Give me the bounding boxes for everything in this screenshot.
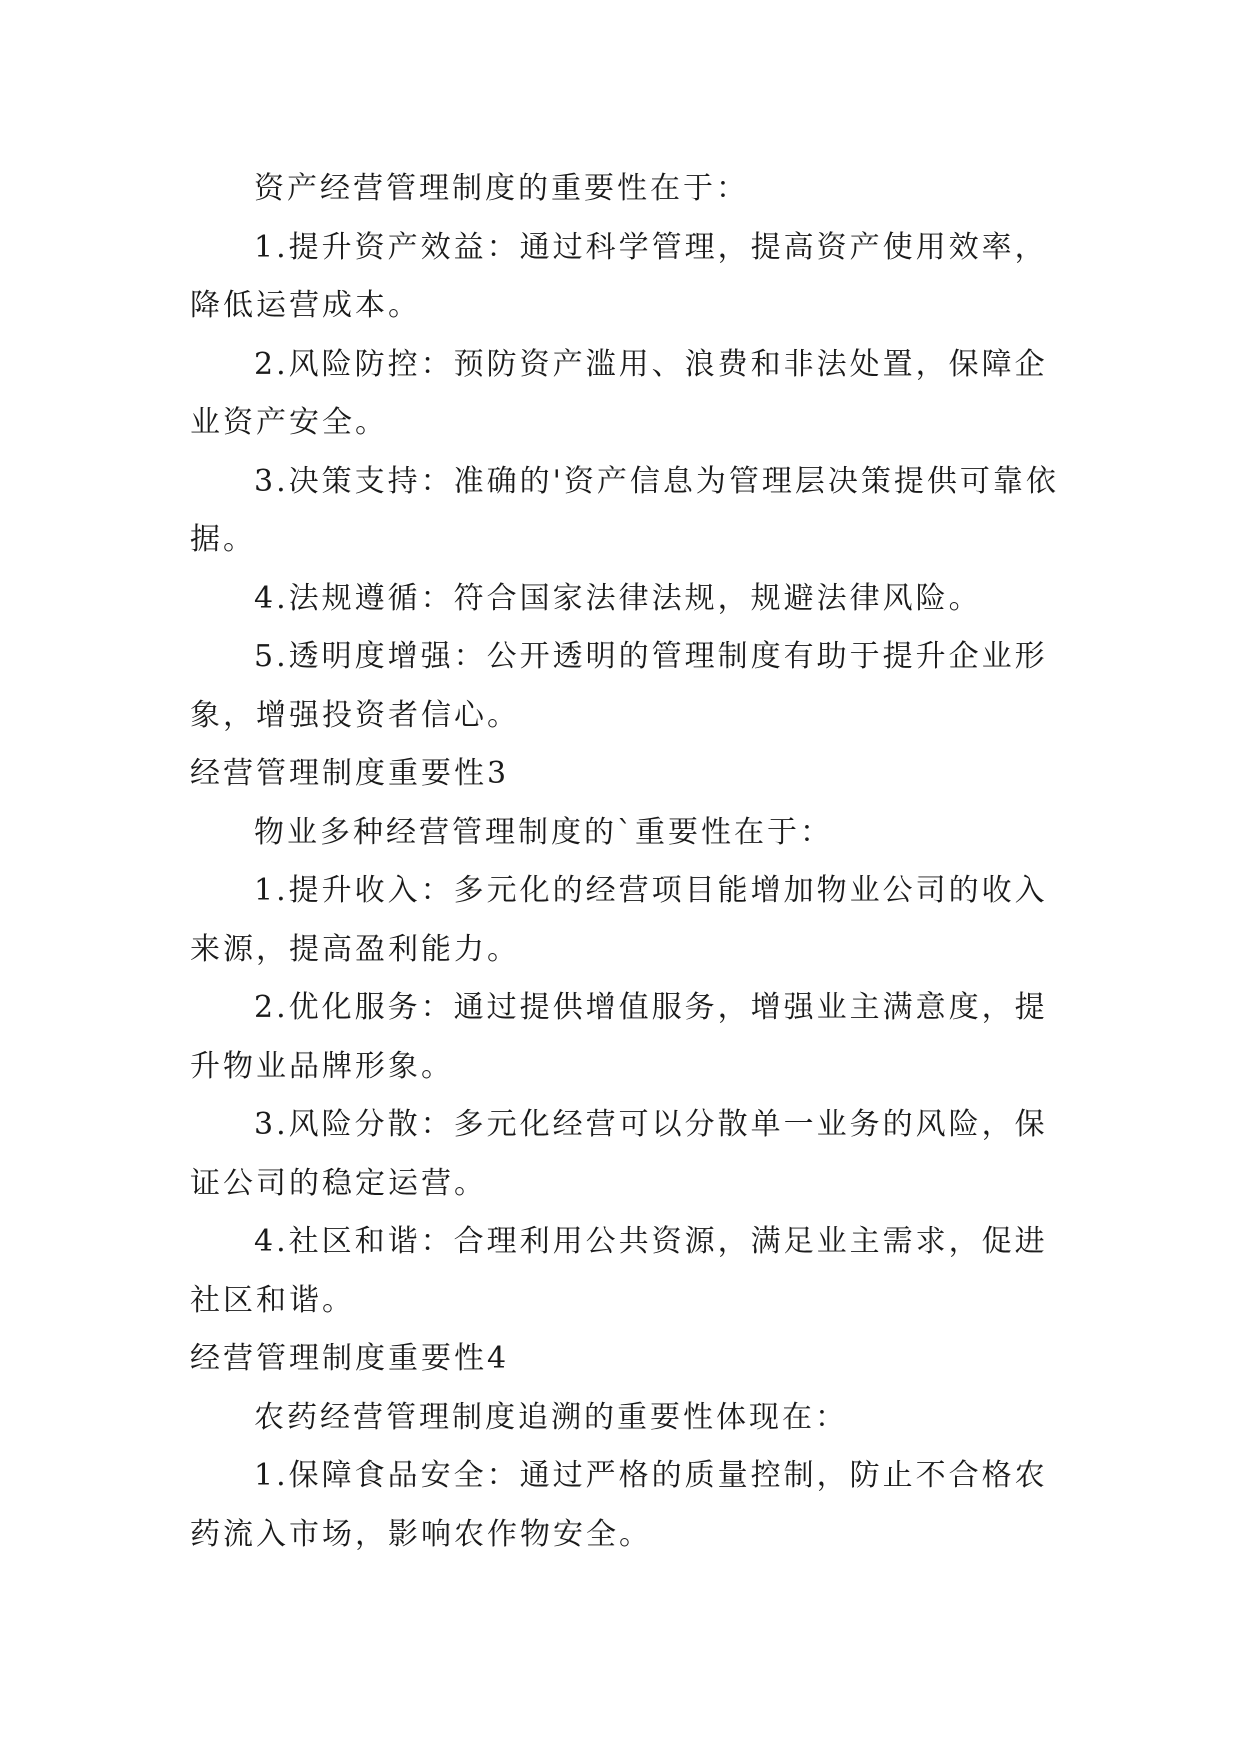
- list-item-community-harmony: 4.社区和谐：合理利用公共资源，满足业主需求，促进社区和谐。: [190, 1224, 1048, 1318]
- list-item-optimize-service: 2.优化服务：通过提供增值服务，增强业主满意度，提升物业品牌形象。: [190, 990, 1048, 1084]
- section-heading-3: 经营管理制度重要性3: [190, 756, 510, 791]
- list-item-risk-diversify: 3.风险分散：多元化经营可以分散单一业务的风险，保证公司的稳定运营。: [190, 1107, 1048, 1201]
- intro-paragraph-property: 物业多种经营管理制度的`重要性在于：: [254, 814, 833, 850]
- document-body: [190, 160, 1070, 1564]
- list-item-compliance: 4.法规遵循：符合国家法律法规，规避法律风险。: [254, 580, 982, 616]
- list-item-risk-control: 2.风险防控：预防资产滥用、浪费和非法处置，保障企业资产安全。: [190, 346, 1048, 440]
- list-item-decision-support: 3.决策支持：准确的'资产信息为管理层决策提供可靠依据。: [190, 463, 1059, 557]
- list-item-transparency: 5.透明度增强：公开透明的管理制度有助于提升企业形象，增强投资者信心。: [190, 639, 1048, 733]
- intro-paragraph-assets: 资产经营管理制度的重要性在于：: [254, 171, 749, 206]
- intro-paragraph-pesticide: 农药经营管理制度追溯的重要性体现在：: [254, 1399, 848, 1435]
- list-item-food-safety: 1.保障食品安全：通过严格的质量控制，防止不合格农药流入市场，影响农作物安全。: [190, 1458, 1048, 1552]
- section-heading-4: 经营管理制度重要性4: [190, 1341, 510, 1376]
- list-item-asset-benefit: 1.提升资产效益：通过科学管理，提高资产使用效率，降低运营成本。: [190, 229, 1048, 323]
- list-item-increase-income: 1.提升收入：多元化的经营项目能增加物业公司的收入来源，提高盈利能力。: [190, 873, 1048, 967]
